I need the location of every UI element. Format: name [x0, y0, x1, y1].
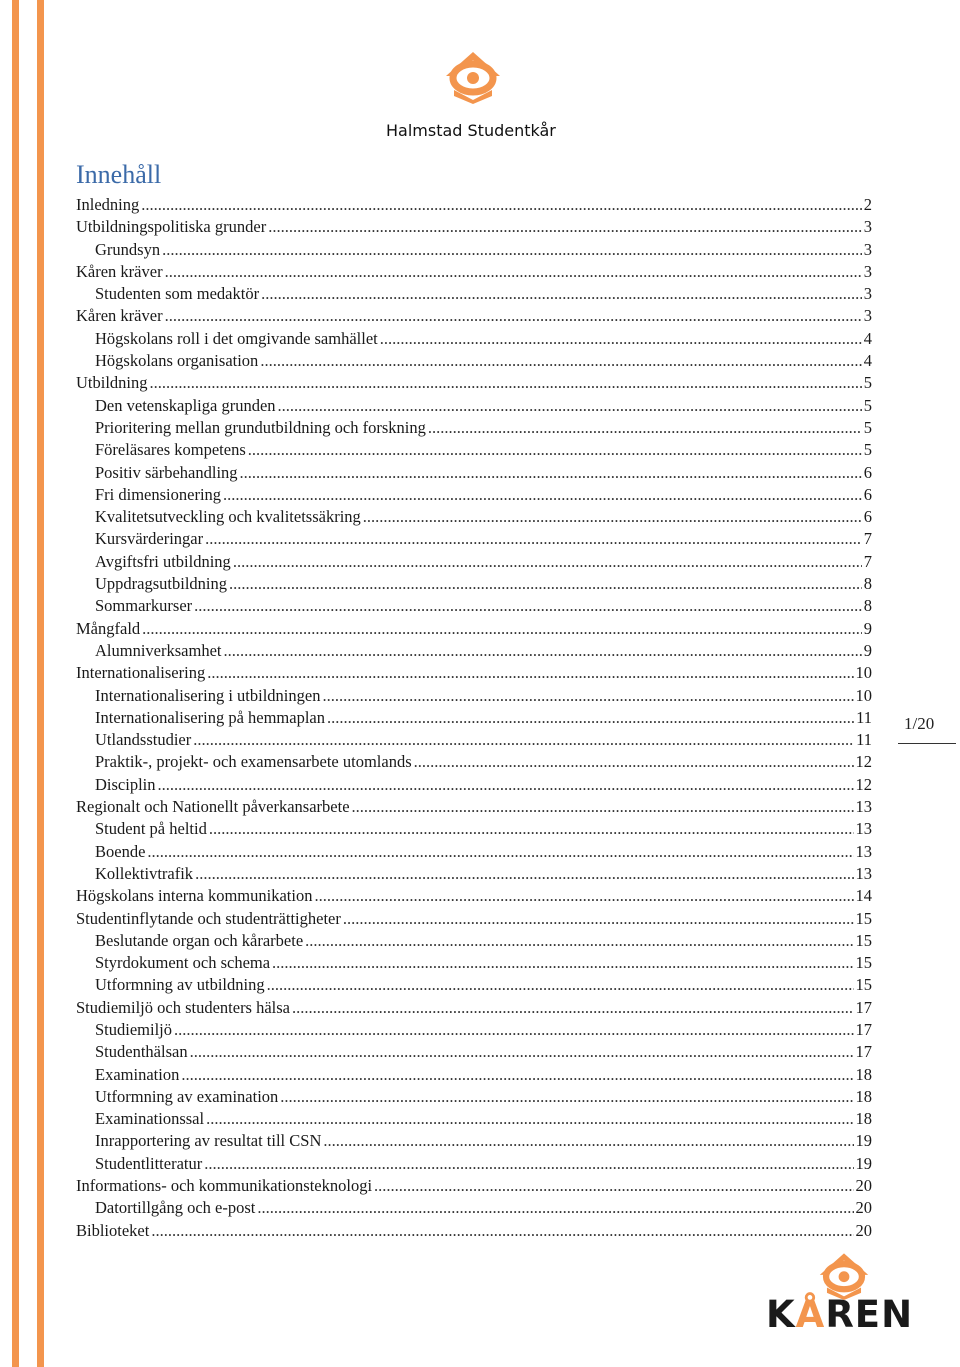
toc-entry-title: Kåren kräver — [76, 306, 163, 326]
toc-entry-title: Studenthälsan — [95, 1042, 188, 1062]
toc-entry-page: 9 — [863, 640, 872, 660]
toc-entry[interactable] — [76, 797, 872, 819]
toc-entry-title: Internationalisering på hemmaplan — [95, 707, 326, 727]
brand-wordmark — [766, 1293, 913, 1336]
toc-entry-page: 6 — [863, 507, 872, 527]
toc-entry[interactable] — [76, 1221, 872, 1243]
toc-entry-page: 19 — [855, 1153, 872, 1173]
toc-dot-leader — [352, 797, 854, 817]
page-number: 1/20 — [904, 714, 935, 733]
toc-entry[interactable] — [76, 306, 872, 328]
toc-entry-page: 18 — [855, 1109, 872, 1129]
toc-dot-leader — [327, 708, 854, 728]
toc-entry[interactable] — [76, 463, 872, 485]
toc-entry-title: Kvalitetsutveckling och kvalitetssäkring — [95, 507, 361, 527]
toc-dot-leader — [428, 418, 862, 438]
toc-entry-title: Informations- och kommunikationsteknologi — [76, 1176, 373, 1196]
toc-entry-title: Avgiftsfri utbildning — [95, 551, 231, 571]
toc-dot-leader — [147, 842, 853, 862]
karen-eye-logo-icon — [442, 46, 504, 104]
toc-entry-title: Beslutande organ och kårarbete — [95, 930, 304, 950]
toc-dot-leader — [322, 686, 853, 706]
toc-dot-leader — [193, 730, 854, 750]
toc-entry[interactable] — [76, 931, 872, 953]
toc-entry-page: 3 — [863, 306, 872, 326]
toc-entry-title: Den vetenskapliga grunden — [95, 395, 276, 415]
toc-entry-title: Internationalisering i utbildningen — [95, 685, 321, 705]
toc-dot-leader — [272, 953, 853, 973]
toc-entry[interactable] — [76, 686, 872, 708]
organization-name: Halmstad Studentkår — [386, 121, 556, 140]
toc-entry-title: Studiemiljö — [95, 1019, 173, 1039]
brand-prefix: K — [766, 1293, 796, 1336]
toc-entry-page: 8 — [863, 596, 872, 616]
toc-dot-leader — [257, 1198, 853, 1218]
toc-entry[interactable] — [76, 396, 872, 418]
toc-entry-title: Högskolans interna kommunikation — [76, 886, 313, 906]
toc-entry[interactable] — [76, 1109, 872, 1131]
toc-dot-leader — [195, 864, 853, 884]
toc-entry-page: 8 — [863, 574, 872, 594]
toc-entry-page: 17 — [855, 1042, 872, 1062]
toc-entry[interactable] — [76, 329, 872, 351]
toc-entry-page: 3 — [863, 239, 872, 259]
toc-entry-page: 11 — [856, 707, 872, 727]
toc-entry-title: Disciplin — [95, 774, 156, 794]
toc-entry[interactable] — [76, 886, 872, 908]
toc-entry[interactable] — [76, 708, 872, 730]
toc-dot-leader — [194, 596, 862, 616]
toc-entry-page: 15 — [855, 908, 872, 928]
toc-entry-title: Examination — [95, 1064, 180, 1084]
toc-dot-leader — [268, 217, 862, 237]
toc-entry-title: Grundsyn — [95, 239, 161, 259]
toc-entry-page: 13 — [855, 863, 872, 883]
toc-dot-leader — [374, 1176, 853, 1196]
toc-entry-title: Praktik-, projekt- och examensarbete utomlands — [95, 752, 412, 772]
toc-dot-leader — [209, 819, 854, 839]
toc-heading: Innehåll — [76, 160, 162, 189]
toc-entry-page: 18 — [855, 1064, 872, 1084]
toc-entry-page: 17 — [855, 1019, 872, 1039]
toc-entry-page: 3 — [863, 261, 872, 281]
toc-dot-leader — [223, 485, 862, 505]
toc-dot-leader — [150, 373, 862, 393]
toc-entry-page: 6 — [863, 462, 872, 482]
toc-entry[interactable] — [76, 909, 872, 931]
left-margin-stripe-outer — [12, 0, 19, 1367]
toc-entry[interactable] — [76, 1198, 872, 1220]
toc-dot-leader — [205, 529, 862, 549]
toc-entry-title: Utbildningspolitiska grunder — [76, 217, 267, 237]
toc-entry-title: Studentinflytande och studenträttigheter — [76, 908, 341, 928]
toc-entry[interactable] — [76, 440, 872, 462]
toc-entry[interactable] — [76, 1176, 872, 1198]
left-margin-stripe-inner — [37, 0, 44, 1367]
toc-entry[interactable] — [76, 663, 872, 685]
toc-entry-title: Högskolans organisation — [95, 351, 259, 371]
toc-entry-title: Inledning — [76, 195, 140, 214]
toc-entry-title: Alumniverksamhet — [95, 640, 222, 660]
toc-entry-page: 9 — [863, 618, 872, 638]
toc-entry-page: 15 — [855, 953, 872, 973]
toc-entry-page: 11 — [856, 730, 872, 750]
toc-dot-leader — [305, 931, 853, 951]
toc-entry-page: 10 — [855, 663, 872, 683]
toc-entry-title: Prioritering mellan grundutbildning och forskning — [95, 417, 426, 437]
toc-entry-title: Högskolans roll i det omgivande samhället — [95, 328, 378, 348]
toc-entry-page: 5 — [863, 440, 872, 460]
toc-entry-page: 4 — [863, 328, 872, 348]
toc-entry-page: 5 — [863, 395, 872, 415]
toc-entry-title: Utformning av utbildning — [95, 975, 265, 995]
toc-entry-title: Utformning av examination — [95, 1086, 279, 1106]
toc-entry-page: 5 — [863, 373, 872, 393]
toc-entry[interactable] — [76, 507, 872, 529]
toc-dot-leader — [380, 329, 862, 349]
toc-entry-title: Studentlitteratur — [95, 1153, 203, 1173]
toc-dot-leader — [165, 262, 862, 282]
toc-dot-leader — [267, 975, 854, 995]
toc-entry-page: 19 — [855, 1131, 872, 1151]
toc-entry-title: Föreläsares kompetens — [95, 440, 246, 460]
toc-entry[interactable] — [76, 730, 872, 752]
toc-entry[interactable] — [76, 373, 872, 395]
toc-entry[interactable] — [76, 552, 872, 574]
toc-dot-leader — [278, 396, 862, 416]
toc-entry-title: Regionalt och Nationellt påverkansarbete — [76, 797, 350, 817]
toc-dot-leader — [223, 641, 861, 661]
table-of-contents — [76, 195, 872, 1243]
toc-dot-leader — [314, 886, 853, 906]
toc-entry-page: 7 — [863, 551, 872, 571]
toc-dot-leader — [233, 552, 862, 572]
toc-dot-leader — [261, 284, 862, 304]
toc-entry-page: 6 — [863, 484, 872, 504]
toc-entry-title: Kursvärderingar — [95, 529, 204, 549]
toc-entry-title: Utbildning — [76, 373, 148, 393]
toc-dot-leader — [142, 619, 862, 639]
toc-entry[interactable] — [76, 529, 872, 551]
toc-entry[interactable] — [76, 975, 872, 997]
toc-dot-leader — [151, 1221, 853, 1241]
toc-entry-page: 15 — [855, 930, 872, 950]
toc-dot-leader — [229, 574, 862, 594]
toc-entry[interactable] — [76, 1042, 872, 1064]
toc-dot-leader — [363, 507, 862, 527]
toc-entry-page: 15 — [855, 975, 872, 995]
toc-entry[interactable] — [76, 596, 872, 618]
toc-entry[interactable] — [76, 641, 872, 663]
toc-entry[interactable] — [76, 418, 872, 440]
toc-entry-title: Styrdokument och schema — [95, 953, 271, 973]
toc-entry[interactable] — [76, 1131, 872, 1153]
toc-entry-page: 13 — [855, 841, 872, 861]
toc-entry-page: 7 — [863, 529, 872, 549]
toc-entry[interactable] — [76, 485, 872, 507]
toc-entry[interactable] — [76, 284, 872, 306]
toc-dot-leader — [162, 240, 862, 260]
toc-dot-leader — [248, 440, 862, 460]
toc-entry[interactable] — [76, 842, 872, 864]
toc-entry-page: 4 — [863, 351, 872, 371]
brand-suffix: REN — [825, 1293, 914, 1336]
toc-entry-title: Utlandsstudier — [95, 730, 192, 750]
toc-entry[interactable] — [76, 1154, 872, 1176]
toc-entry-title: Kåren kräver — [76, 261, 163, 281]
toc-dot-leader — [141, 195, 862, 215]
toc-entry-page: 10 — [855, 685, 872, 705]
toc-entry-title: Inrapportering av resultat till CSN — [95, 1131, 322, 1151]
toc-entry-title: Datortillgång och e-post — [95, 1198, 256, 1218]
toc-entry-title: Internationalisering — [76, 663, 206, 683]
toc-entry-title: Studenten som medaktör — [95, 284, 260, 304]
toc-entry-title: Fri dimensionering — [95, 484, 222, 504]
page-number-rule — [898, 743, 956, 744]
toc-entry-title: Uppdragsutbildning — [95, 574, 227, 594]
toc-entry-title: Studiemiljö och studenters hälsa — [76, 997, 291, 1017]
toc-entry-title: Student på heltid — [95, 819, 207, 839]
toc-entry-page: 3 — [863, 284, 872, 304]
toc-entry-page: 12 — [855, 752, 872, 772]
toc-entry[interactable] — [76, 217, 872, 239]
toc-entry[interactable] — [76, 195, 872, 217]
toc-entry-title: Boende — [95, 841, 146, 861]
toc-entry-title: Examinationssal — [95, 1109, 205, 1129]
toc-entry[interactable] — [76, 864, 872, 886]
toc-entry-page: 20 — [855, 1220, 872, 1240]
toc-entry[interactable] — [76, 1020, 872, 1042]
toc-dot-leader — [323, 1131, 853, 1151]
toc-entry[interactable] — [76, 619, 872, 641]
toc-dot-leader — [207, 663, 853, 683]
toc-entry-page: 2 — [863, 195, 872, 214]
toc-dot-leader — [190, 1042, 854, 1062]
toc-entry-page: 13 — [855, 797, 872, 817]
toc-entry[interactable] — [76, 775, 872, 797]
toc-entry-page: 13 — [855, 819, 872, 839]
toc-entry[interactable] — [76, 351, 872, 373]
toc-entry[interactable] — [76, 819, 872, 841]
toc-entry[interactable] — [76, 752, 872, 774]
toc-entry-page: 14 — [855, 886, 872, 906]
toc-entry-page: 20 — [855, 1198, 872, 1218]
toc-dot-leader — [165, 306, 862, 326]
toc-dot-leader — [181, 1065, 853, 1085]
toc-dot-leader — [343, 909, 854, 929]
toc-dot-leader — [280, 1087, 853, 1107]
toc-entry-title: Biblioteket — [76, 1220, 150, 1240]
toc-dot-leader — [414, 752, 854, 772]
toc-entry[interactable] — [76, 998, 872, 1020]
toc-entry-page: 20 — [855, 1176, 872, 1196]
toc-entry-title: Mångfald — [76, 618, 141, 638]
toc-entry[interactable] — [76, 262, 872, 284]
toc-entry-page: 12 — [855, 774, 872, 794]
toc-entry-page: 17 — [855, 997, 872, 1017]
toc-entry[interactable] — [76, 953, 872, 975]
brand-accent-letter: Å — [795, 1293, 826, 1336]
toc-entry[interactable] — [76, 1065, 872, 1087]
toc-entry-page: 18 — [855, 1086, 872, 1106]
toc-entry-page: 3 — [863, 217, 872, 237]
toc-dot-leader — [206, 1109, 853, 1129]
toc-entry[interactable] — [76, 1087, 872, 1109]
toc-entry-title: Kollektivtrafik — [95, 863, 194, 883]
toc-dot-leader — [158, 775, 854, 795]
toc-dot-leader — [292, 998, 853, 1018]
toc-dot-leader — [174, 1020, 853, 1040]
toc-dot-leader — [240, 463, 862, 483]
toc-dot-leader — [204, 1154, 853, 1174]
toc-entry[interactable] — [76, 240, 872, 262]
toc-dot-leader — [260, 351, 861, 371]
toc-entry-page: 5 — [863, 417, 872, 437]
toc-entry-title: Sommarkurser — [95, 596, 193, 616]
toc-entry-title: Positiv särbehandling — [95, 462, 238, 482]
toc-entry[interactable] — [76, 574, 872, 596]
